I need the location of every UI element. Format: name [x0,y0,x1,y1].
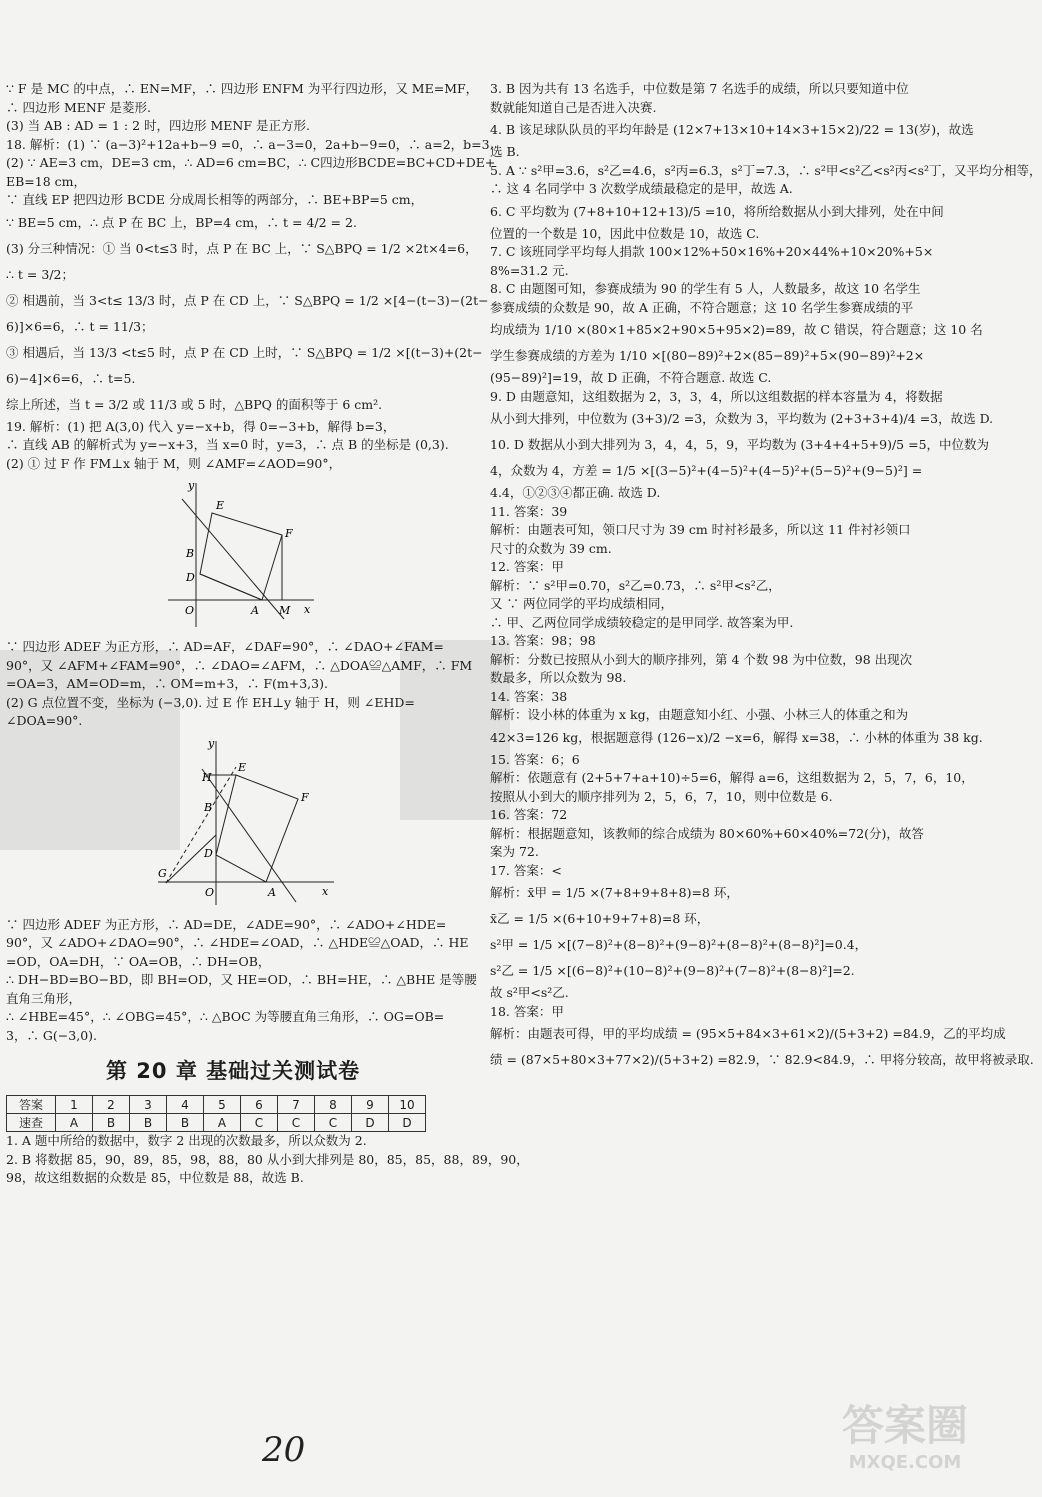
answer-number: 1 [56,1096,93,1114]
figure-1 [166,479,316,629]
text-line: 5. A ∵ s²甲=3.6，s²乙=4.6，s²丙=6.3，s²丁=7.3，∴ s²甲<s²乙<s²丙<s²丁，又平均分相等， [490,162,1042,178]
answer-letter: C [278,1114,315,1132]
text-line: 按照从小到大的顺序排列为 2，5，6，7，10，则中位数是 6. [490,788,833,804]
text-line: (2) ① 过 F 作 FM⊥x 轴于 M，则 ∠AMF=∠AOD=90°， [6,455,342,471]
text-line: ∠DOA=90°. [6,713,83,728]
answer-letter: A [204,1114,241,1132]
text-line: 7. C 该班同学平均每人捐款 100×12%+50×16%+20×44%+10×20%+5× [490,244,934,259]
text-line: 90°，又 ∠ADO+∠DAO=90°，∴ ∠HDE=∠OAD，∴ △HDE≌△OAD，∴ HE [6,935,469,950]
text-line: ③ 相遇后，当 13/3 <t≤5 时，点 P 在 CD 上时，∵ S△BPQ = 1/2 ×[(t−3)+(2t− [6,344,483,360]
text-line: 9. D 由题意知，这组数据为 2，3，3，4，所以这组数据的样本容量为 4，将数据 [490,388,943,404]
answer-letter: D [352,1114,389,1132]
answer-letter: B [93,1114,130,1132]
answer-number: 6 [241,1096,278,1114]
chapter-title: 第 20 章 基础过关测试卷 [106,1059,361,1083]
text-line: 数最多，所以众数为 98. [490,670,627,685]
text-line: ∴ DH−BD=BO−BD，即 BH=OD，又 HE=OD，∴ BH=HE，∴ △BHE 是等腰 [6,972,477,987]
solution-block-b [6,638,476,731]
text-line: 6)]×6=6，∴ t = 11/3； [6,318,154,334]
text-line: ∴ 直线 AB 的解析式为 y=−x+3，当 x=0 时，y=3，∴ 点 B 的坐标是 (0,3). [6,437,449,452]
text-line: 16. 答案：72 [490,807,568,822]
text-line: 98，故这组数据的众数是 85，中位数是 88，故选 B. [6,1170,304,1185]
text-line: 14. 答案：38 [490,688,568,704]
watermark-text: 答案圈 [841,1401,968,1450]
text-line: 6. C 平均数为 (7+8+10+12+13)/5 =10，将所给数据从小到大排列，处在中间 [490,203,944,219]
text-line: 3，∴ G(−3,0). [6,1027,97,1043]
label-a: A [268,885,276,899]
text-line: 12. 答案：甲 [490,559,564,574]
text-line: 90°，又 ∠AFM+∠FAM=90°，∴ ∠DAO=∠AFM，∴ △DOA≌△AMF，∴ FM [6,657,473,673]
text-line: 4，众数为 4，方差 = 1/5 ×[(3−5)²+(4−5)²+(4−5)²+(5−5)²+(9−5)²] = [490,463,923,478]
segment-da [200,574,262,600]
text-line: 位置的一个数是 10，因此中位数是 10，故选 C. [490,225,760,241]
answer-number: 2 [93,1096,130,1114]
text-line: ∵ 直线 EP 把四边形 BCDE 分成周长相等的两部分，∴ BE+BP=5 cm， [6,192,424,207]
text-line: x̄乙 = 1/5 ×(6+10+9+7+8)=8 环， [490,911,710,926]
text-line: 解析：x̄甲 = 1/5 ×(7+8+9+8+8)=8 环， [490,885,739,900]
text-line: 解析：分数已按照从小到大的顺序排列，第 4 个数 98 为中位数，98 出现次 [490,651,913,667]
solution-block-a [6,80,496,473]
text-line: 解析：根据题意知，该教师的综合成绩为 80×60%+60×40%=72(分)，故答 [490,825,924,841]
text-line: 数就能知道自己是否进入决赛. [490,99,657,115]
text-line: 11. 答案：39 [490,503,568,519]
answer-letter: D [389,1114,426,1132]
answer-letter: B [130,1114,167,1132]
text-line: ∵ 四边形 ADEF 为正方形，∴ AD=AF，∠DAF=90°，∴ ∠DAO+∠FAM= [6,639,444,654]
text-line: 4. B 该足球队队员的平均年龄是 (12×7+13×10+14×3+15×2)/22 = 13(岁)，故选 [490,122,974,137]
text-line: ∵ BE=5 cm，∴ 点 P 在 BC 上，BP=4 cm，∴ t = 4/2 = 2. [6,214,357,230]
label-d: D [186,571,195,584]
label-f: F [301,790,309,804]
answer-number: 5 [204,1096,241,1114]
answer-table-label-row1: 答案 [7,1096,56,1114]
label-f: F [285,527,293,540]
text-line: 学生参赛成绩的方差为 1/10 ×[(80−89)²+2×(85−89)²+5×(90−89)²+2× [490,348,925,363]
figure-2 [156,737,336,907]
text-line: ∴ 甲、乙两位同学成绩较稳定的是甲同学. 故答案为甲. [490,614,794,630]
answer-number: 10 [389,1096,426,1114]
label-o: O [185,604,195,617]
label-e: E [238,760,247,774]
text-line: 6)−4]×6=6，∴ t=5. [6,370,136,386]
text-line: 案为 72. [490,844,539,859]
solution-block-c [6,916,476,1046]
handwritten-page-number: 20 [262,1430,306,1470]
label-x: x [304,603,311,616]
answer-number: 3 [130,1096,167,1114]
solution-block-d [6,1132,529,1188]
label-a: A [251,604,259,617]
square-adef [200,513,282,600]
answer-letter: B [167,1114,204,1132]
text-line: 故 s²甲<s²乙. [490,985,569,1000]
text-line: 选 B. [490,144,520,159]
text-line: 解析：依题意有 (2+5+7+a+10)÷5=6，解得 a=6，这组数据为 2，5，7，6，10， [490,770,974,785]
text-line: 绩 = (87×5+80×3+77×2)/(5+3+2) =82.9，∵ 82.9<84.9，∴ 甲将分较高，故甲将被录取. [490,1052,1034,1067]
text-line: 8. C 由题图可知，参赛成绩为 90 的学生有 5 人，人数最多，故这 10 名学生 [490,281,921,296]
label-y: y [188,479,195,492]
watermark [820,1400,990,1490]
answer-number: 4 [167,1096,204,1114]
text-line: 解析：由题表可得，甲的平均成绩 = (95×5+84×3+61×2)/(5+3+2) =84.9，乙的平均成 [490,1026,1006,1041]
text-line: ∴ 四边形 MENF 是菱形. [6,99,151,115]
text-line: (3) 分三种情况：① 当 0<t≤3 时，点 P 在 BC 上，∵ S△BPQ = 1/2 ×2t×4=6， [6,240,478,256]
answer-number: 7 [278,1096,315,1114]
text-line: 18. 答案：甲 [490,1003,564,1019]
text-line: =OD，OA=DH，∵ OA=OB，∴ DH=OB， [6,953,271,969]
text-line: EB=18 cm， [6,173,87,189]
answer-letter: A [56,1114,93,1132]
text-line: 参赛成绩的众数是 90，故 A 正确，不符合题意；这 10 名学生参赛成绩的平 [490,299,914,315]
label-d: D [204,846,213,860]
answer-letter: C [241,1114,278,1132]
answer-letter: C [315,1114,352,1132]
text-line: ∵ F 是 MC 的中点，∴ EN=MF，∴ 四边形 ENFM 为平行四边形，又 ME=MF， [6,81,479,96]
text-line: 均成绩为 1/10 ×(80×1+85×2+90×5+95×2)=89，故 C 错误，符合题意；这 10 名 [490,322,983,337]
label-y: y [208,736,215,750]
text-line: 综上所述，当 t = 3/2 或 11/3 或 5 时，△BPQ 的面积等于 6 cm². [6,396,383,412]
text-line: 解析：由题表可知，领口尺寸为 39 cm 时衬衫最多，所以这 11 件衬衫领口 [490,522,911,537]
text-line: 直角三角形， [6,990,82,1006]
text-line: (3) 当 AB : AD = 1 : 2 时，四边形 MENF 是正方形. [6,118,310,133]
text-line: ② 相遇前，当 3<t≤ 13/3 时，点 P 在 CD 上，∵ S△BPQ = 1/2 ×[4−(t−3)−(2t− [6,292,489,308]
text-line: ∵ 四边形 ADEF 为正方形，∴ AD=DE，∠ADE=90°，∴ ∠ADO+∠HDE= [6,916,447,932]
text-line: 15. 答案：6；6 [490,751,580,767]
line-ab [182,499,284,619]
text-line: 17. 答案：< [490,862,562,878]
label-b: B [204,800,213,814]
watermark-url: MXQE.COM [848,1452,962,1473]
text-line: 3. B 因为共有 13 名选手，中位数是第 7 名选手的成绩，所以只要知道中位 [490,81,909,96]
square-adef [216,775,298,882]
right-column [490,80,1042,1073]
text-line: (2) ∵ AE=3 cm，DE=3 cm，∴ AD=6 cm=BC，∴ C四边形BCDE=BC+CD+DE+ [6,155,496,170]
label-e: E [216,499,225,512]
text-line: 10. D 数据从小到大排列为 3，4，4，5，9，平均数为 (3+4+4+5+9)/5 =5，中位数为 [490,437,990,452]
text-line: 1. A 题中所给的数据中，数字 2 出现的次数最多，所以众数为 2. [6,1133,367,1148]
text-line: 42×3=126 kg，根据题意得 (126−x)/2 −x=6，解得 x=38，∴ 小林的体重为 38 kg. [490,729,983,745]
label-b: B [186,547,195,560]
text-line: 2. B 将数据 85，90，89，85，98，88，80 从小到大排列是 80，85，85，88，89，90， [6,1151,529,1167]
text-line: ∴ 这 4 名同学中 3 次数学成绩最稳定的是甲，故选 A. [490,181,793,196]
answer-table-label-row2: 速查 [7,1114,56,1132]
answer-number: 8 [315,1096,352,1114]
answer-table [6,1095,426,1132]
text-line: 18. 解析：(1) ∵ (a−3)²+12a+b−9 =0，∴ a−3=0，2a+b−9=0，∴ a=2，b=3. [6,136,494,152]
text-line: 8%=31.2 元. [490,262,569,278]
text-line: s²甲 = 1/5 ×[(7−8)²+(8−8)²+(9−8)²+(8−8)²+(8−8)²]=0.4， [490,937,868,952]
text-line: (95−89)²]=19，故 D 正确，不符合题意. 故选 C. [490,370,772,385]
text-line: ∴ ∠HBE=45°，∴ ∠OBG=45°，∴ △BOC 为等腰直角三角形，∴ OG=OB= [6,1009,445,1024]
text-line: s²乙 = 1/5 ×[(6−8)²+(10−8)²+(9−8)²+(7−8)²+(8−8)²]=2. [490,963,855,978]
text-line: ∴ t = 3/2； [6,266,74,282]
text-line: 尺寸的众数为 39 cm. [490,540,612,556]
line-ge [166,767,236,883]
label-g: G [158,866,167,880]
label-m: M [279,604,291,617]
answer-number: 9 [352,1096,389,1114]
text-line: 解析：设小林的体重为 x kg，由题意知小红、小强、小林三人的体重之和为 [490,707,909,722]
text-line: (2) G 点位置不变，坐标为 (−3,0). 过 E 作 EH⊥y 轴于 H，则 ∠EHD= [6,694,415,710]
text-line: 4.4，①②③④都正确. 故选 D. [490,485,661,500]
text-line: 19. 解析：(1) 把 A(3,0) 代入 y=−x+b，得 0=−3+b，解得 b=3， [6,418,396,434]
label-o: O [205,885,215,899]
text-line: =OA=3，AM=OD=m，∴ OM=m+3，∴ F(m+3,3). [6,676,328,691]
text-line: 从小到大排列，中位数为 (3+3)/2 =3，众数为 3，平均数为 (2+3+3+4)/4 =3，故选 D. [490,411,994,426]
solution-block-right [490,80,1042,1073]
label-x: x [322,884,329,898]
text-line: 解析：∵ s²甲=0.70，s²乙=0.73，∴ s²甲<s²乙， [490,577,781,593]
label-h: H [202,770,212,784]
text-line: 13. 答案：98；98 [490,633,596,648]
text-line: 又 ∵ 两位同学的平均成绩相同， [490,596,673,611]
